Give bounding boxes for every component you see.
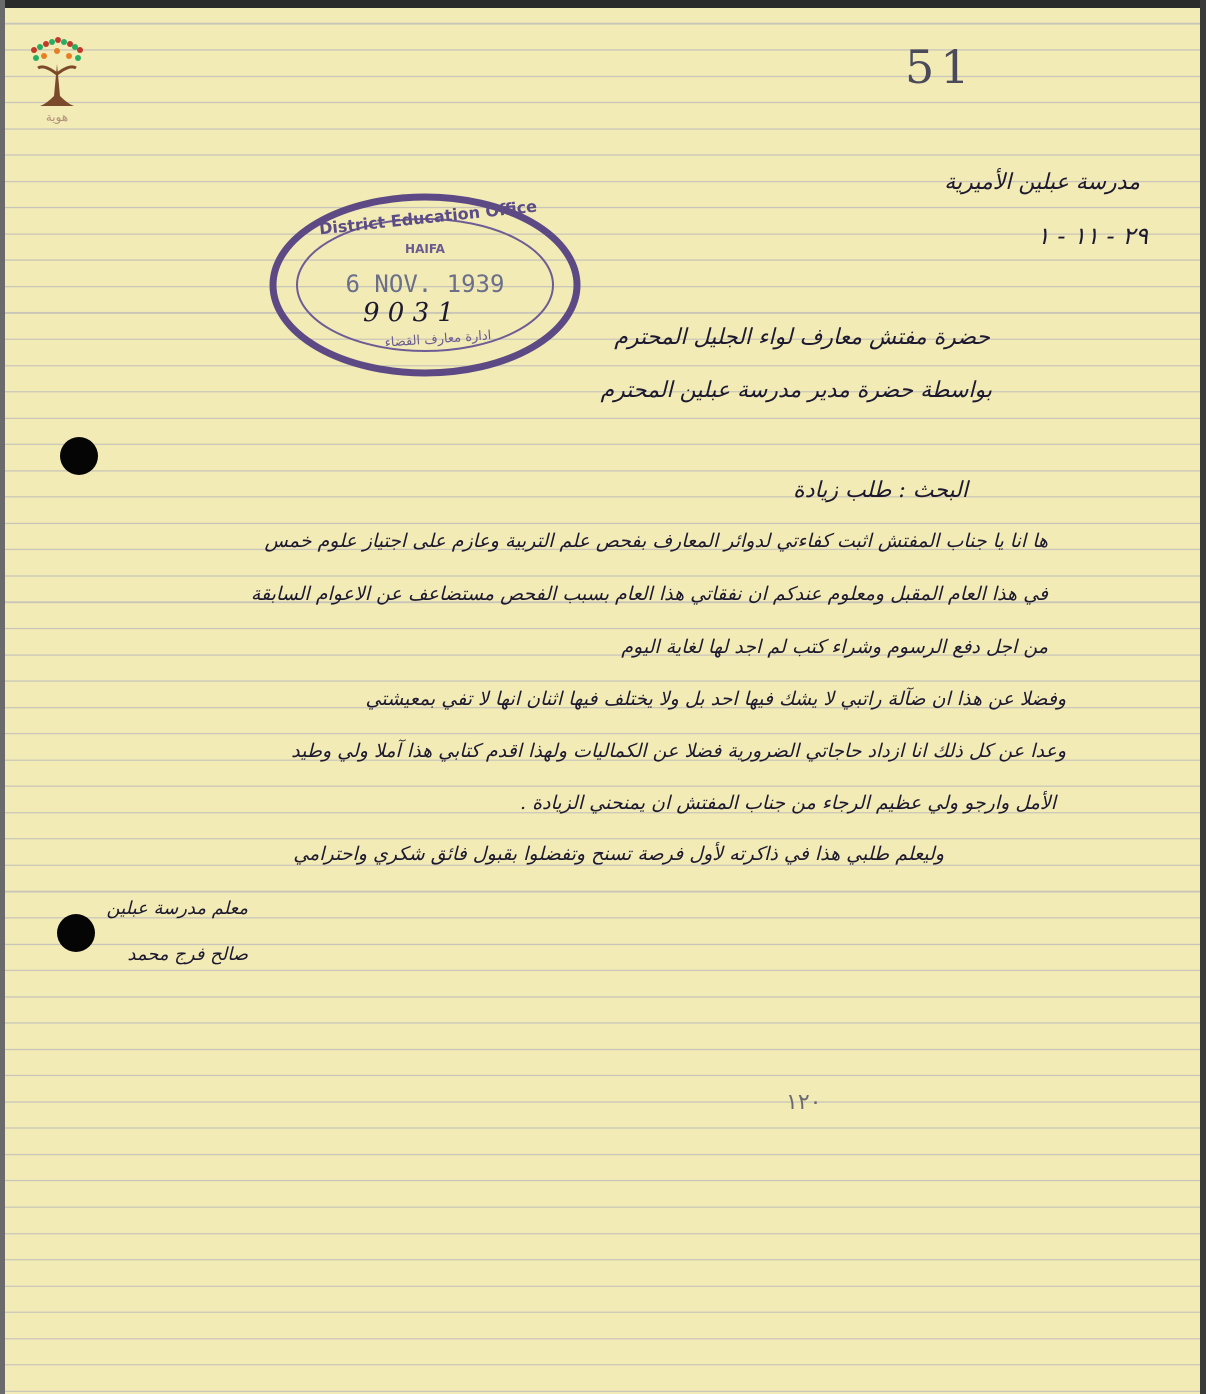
page-number: 51 [905,40,976,94]
body-line-5: وعدا عن كل ذلك انا ازداد حاجاتي الضرورية فضلا عن الكماليات ولهذا اقدم كتابي هذا آملا ولي وطيد [291,740,1066,762]
scan-border-left [0,0,5,1394]
school-name: مدرسة عبلين الأميرية [944,170,1140,195]
signature-title: معلم مدرسة عبلين [106,898,248,919]
address-line-1: حضرة مفتش معارف لواء الجليل المحترم [614,325,990,350]
scan-border-right [1200,0,1206,1394]
office-stamp [268,192,582,378]
stamp-office: District Education Office [318,196,538,239]
punch-hole-top [60,437,98,475]
stamp-arabic: ادارة معارف القضاء [384,328,492,351]
body-line-1: ها انا يا جناب المفتش اثبت كفاءتي لدوائر المعارف بفحص علم التربية وعازم على اجتياز علوم خمس [264,530,1048,552]
subject-line: البحث : طلب زيادة [793,478,968,503]
archive-logo [24,34,90,150]
logo-caption: هوية [45,110,69,124]
address-line-2: بواسطة حضرة مدير مدرسة عبلين المحترم [600,378,992,403]
body-line-7: وليعلم طلبي هذا في ذاكرته لأول فرصة تسنح وتفضلوا بقبول فائق شكري واحترامي [293,843,944,865]
scan-border-top [0,0,1206,8]
body-line-6: الأمل وارجو ولي عظيم الرجاء من جناب المفتش ان يمنحني الزيادة . [520,792,1056,814]
body-line-4: وفضلا عن هذا ان ضآلة راتبي لا يشك فيها احد بل ولا يختلف فيها اثنان انها لا تفي بمعيشتي [365,688,1066,710]
punch-hole-bottom [57,914,95,952]
stamp-number: 9 0 3 1 [363,298,454,328]
stamp-city: HAIFA [405,242,445,256]
body-line-2: في هذا العام المقبل ومعلوم عندكم ان نفقاتي هذا العام بسبب الفحص مستضاعف عن الاعوام السابقة [250,583,1048,605]
stamp-date: 6 NOV. 1939 [345,270,505,298]
pencil-note: ١٢٠ [786,1090,822,1115]
body-line-3: من اجل دفع الرسوم وشراء كتب لم اجد لها لغاية اليوم [621,636,1048,658]
letter-date: ٢٩ - ١١ - ١ [1036,222,1148,250]
tree-logo-icon [24,34,90,150]
signature-name: صالح فرج محمد [127,944,248,965]
